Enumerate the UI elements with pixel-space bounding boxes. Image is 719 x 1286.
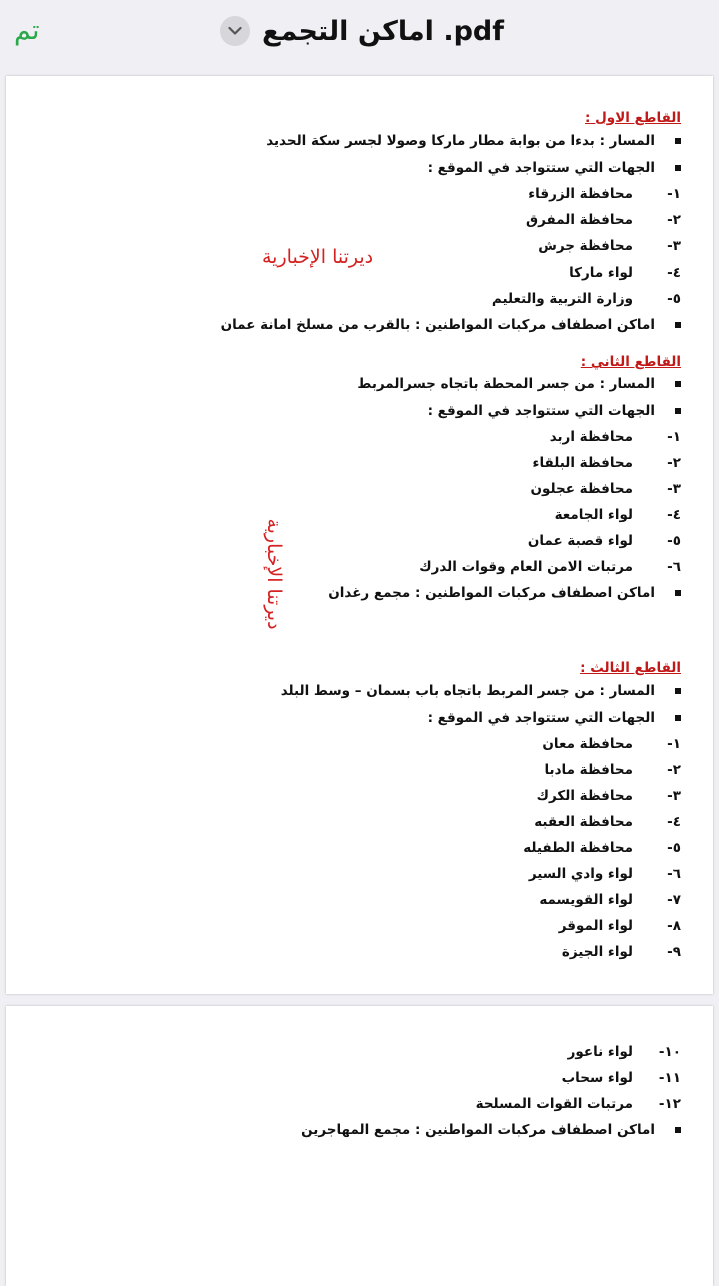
list-item: ١٢-مرتبات القوات المسلحة [475, 1096, 681, 1112]
list-item: ٢-محافظة المفرق [526, 212, 681, 228]
list-item: ٦-لواء وادي السير [528, 866, 681, 882]
top-bar [0, 0, 719, 68]
list-item: ٤-لواء الجامعة [554, 507, 681, 523]
list-item: ٥-محافظة الطفيله [523, 840, 681, 856]
bullet-icon [675, 1127, 681, 1133]
chevron-down-icon[interactable] [220, 16, 250, 46]
bullet-icon [675, 715, 681, 721]
list-item: ٤-لواء ماركا [569, 265, 681, 281]
entities-title: الجهات التي ستتواجد في الموقع : [428, 403, 681, 419]
list-item: ٢-محافظة البلقاء [532, 455, 681, 471]
list-item: ٥-وزارة التربية والتعليم [491, 291, 681, 307]
document-title: اماكن التجمع .pdf [262, 15, 504, 47]
list-item: ٨-لواء الموقر [558, 918, 681, 934]
section-3-continued [121, 1006, 681, 1286]
bullet-icon [675, 590, 681, 596]
list-item: ٧-لواء القويسمه [539, 892, 681, 908]
document-page-2[interactable] [6, 1006, 713, 1286]
watermark-horizontal: ديرتنا الإخبارية [262, 246, 374, 268]
list-item: ٣-محافظة عجلون [530, 481, 681, 497]
list-item: ١-محافظة اربد [549, 429, 681, 445]
list-item: ١١-لواء سحاب [561, 1070, 681, 1086]
route-line: المسار : من جسر المحطة باتجاه جسرالمربط [357, 376, 681, 392]
watermark-vertical: ديرتنا الإخبارية [263, 518, 285, 630]
document-page-1[interactable] [6, 76, 713, 994]
list-item: ٩-لواء الجيزة [561, 944, 681, 960]
list-item: ١-محافظة معان [542, 736, 681, 752]
section-1 [121, 76, 681, 994]
entities-title: الجهات التي ستتواجد في الموقع : [428, 710, 681, 726]
section-heading: القاطع الاول : [584, 110, 681, 126]
list-item: ١-محافظة الزرقاء [528, 186, 681, 202]
bullet-icon [675, 408, 681, 414]
list-item: ٥-لواء قصبة عمان [527, 533, 681, 549]
section-heading: القاطع الثاني : [580, 354, 681, 370]
bullet-icon [675, 322, 681, 328]
list-item: ٣-محافظة جرش [538, 238, 681, 254]
done-button[interactable]: تم [14, 15, 40, 46]
parking-line: اماكن اصطفاف مركبات المواطنين : بالقرب من مسلخ امانة عمان [221, 317, 681, 333]
bullet-icon [675, 138, 681, 144]
list-item: ٢-محافظة مادبا [544, 762, 681, 778]
bullet-icon [675, 165, 681, 171]
list-item: ٣-محافظة الكرك [536, 788, 681, 804]
entities-title: الجهات التي ستتواجد في الموقع : [428, 160, 681, 176]
list-item: ١٠-لواء ناعور [567, 1044, 681, 1060]
parking-line: اماكن اصطفاف مركبات المواطنين : مجمع رغدان [328, 585, 681, 601]
bullet-icon [675, 688, 681, 694]
section-heading: القاطع الثالث : [580, 660, 681, 676]
bullet-icon [675, 381, 681, 387]
list-item: ٤-محافظة العقبه [534, 814, 681, 830]
title-menu[interactable] [220, 11, 504, 51]
list-item: ٦-مرتبات الامن العام وقوات الدرك [419, 559, 681, 575]
parking-line: اماكن اصطفاف مركبات المواطنين : مجمع المهاجرين [301, 1122, 681, 1138]
route-line: المسار : من جسر المربط باتجاه باب بسمان – وسط البلد [281, 683, 681, 699]
route-line: المسار : بدءا من بوابة مطار ماركا وصولا لجسر سكة الحديد [266, 133, 681, 149]
